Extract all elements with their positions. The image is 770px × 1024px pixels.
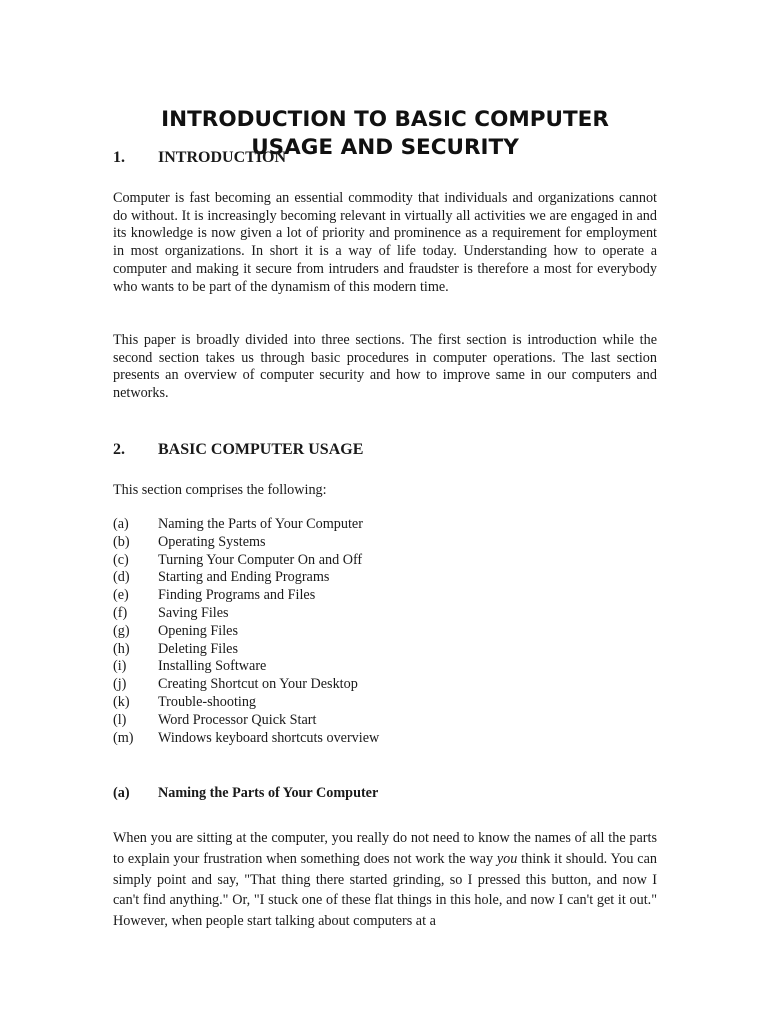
- list-item-text: Windows keyboard shortcuts overview: [158, 729, 380, 746]
- list-item-text: Starting and Ending Programs: [158, 569, 330, 586]
- section-1-title: INTRODUCTION: [158, 149, 287, 166]
- list-item-label: (e): [113, 587, 129, 604]
- list-item-label: (g): [113, 622, 130, 639]
- list-item-text: Saving Files: [158, 604, 229, 621]
- subsection-a-paragraph: [113, 828, 657, 932]
- list-item-text: Finding Programs and Files: [158, 587, 316, 604]
- list-item-label: (f): [113, 604, 128, 621]
- section-2-number: 2.: [113, 441, 125, 458]
- title-line-1: INTRODUCTION TO BASIC COMPUTER: [161, 107, 609, 133]
- list-item-label: (k): [113, 693, 130, 710]
- list-item-label: (a): [113, 516, 129, 532]
- list-item-text: Word Processor Quick Start: [158, 711, 317, 728]
- subsection-a-label: (a): [113, 785, 130, 801]
- list-item-text: Operating Systems: [158, 533, 266, 550]
- list-item-label: (i): [113, 658, 127, 675]
- list-item-text: Opening Files: [158, 622, 238, 639]
- list-item-text: Installing Software: [158, 658, 267, 675]
- intro-paragraph-1: Computer is fast becoming an essential commodity that individuals and organizations cannot do without. It is increasingly becoming relevant in virtually all activities we are engaged in and its knowledge is now given a lot of priority and prominence as a requirement for employment in most organizations. In short it is a way of life today. Understanding how to operate a computer and making it secure from intruders and fraudster is therefore a most for everybody who wants to be part of the dynamism of this modern time.: [113, 190, 657, 295]
- section-2-intro: This section comprises the following:: [113, 482, 327, 498]
- section-2-title: BASIC COMPUTER USAGE: [158, 441, 364, 458]
- list-item-label: (d): [113, 569, 130, 586]
- list-item-label: (m): [113, 729, 134, 746]
- paragraph-text-start: When you are sitting at the computer, you really do not need to know the names of all the parts to explain your frustration when something does not work the way: [113, 830, 657, 867]
- list-item-text: Trouble-shooting: [158, 693, 257, 710]
- list-item-text: Turning Your Computer On and Off: [158, 551, 363, 568]
- list-item-label: (b): [113, 533, 130, 550]
- intro-paragraph-2: This paper is broadly divided into three sections. The first section is introduction while the second section takes us through basic procedures in computer operations. The last section presents an overview of computer security and how to improve same in our computers and networks.: [113, 332, 657, 402]
- list-item-label: (c): [113, 551, 129, 568]
- section-1-number: 1.: [113, 149, 125, 166]
- title-line-2: USAGE AND SECURITY: [251, 135, 519, 161]
- list-item-text: Naming the Parts of Your Computer: [158, 516, 363, 532]
- list-item-text: Deleting Files: [158, 640, 238, 657]
- list-item-label: (l): [113, 711, 127, 728]
- subsection-a-title: Naming the Parts of Your Computer: [158, 785, 379, 801]
- list-item-label: (j): [113, 676, 127, 693]
- paragraph-text-end: think it should. You can simply point and say, "That thing there started grinding, so I pressed this button, and now I can't find anything." Or, "I stuck one of these flat things in this hole, and now I can't get it out." However, when people start talking about computers at a: [113, 850, 657, 930]
- list-item-label: (h): [113, 640, 130, 657]
- emphasis-you: you: [496, 850, 518, 867]
- list-item-text: Creating Shortcut on Your Desktop: [158, 676, 358, 693]
